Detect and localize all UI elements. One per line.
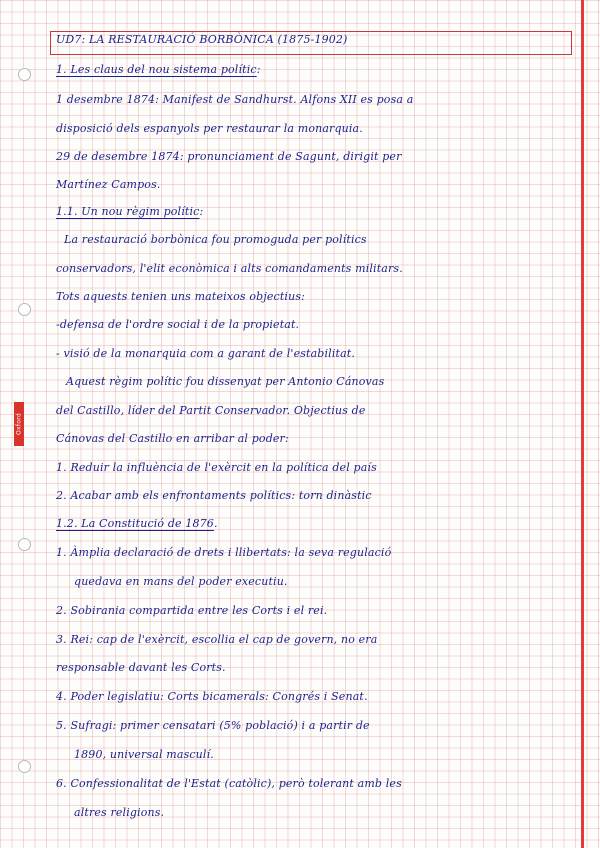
heading-1-1: 1.1. Un nou règim polític: xyxy=(56,205,204,218)
page-title: UD7: LA RESTAURACIÓ BORBÒNICA (1875-1902) xyxy=(56,33,348,46)
red-margin-line xyxy=(581,0,584,848)
text-line: 1890, universal masculí. xyxy=(74,748,214,761)
list-item: 1. Reduir la influència de l'exèrcit en la política del país xyxy=(56,461,377,474)
text-line: Martínez Campos. xyxy=(56,178,161,191)
text-line: altres religions. xyxy=(74,806,165,819)
binder-hole xyxy=(18,538,31,551)
heading-1-2: 1.2. La Constitució de 1876. xyxy=(56,517,218,530)
bullet-line: - visió de la monarquia com a garant de l'estabilitat. xyxy=(56,347,355,360)
list-item: 3. Rei: cap de l'exèrcit, escollia el cap de govern, no era xyxy=(56,633,378,646)
list-item: 5. Sufragi: primer censatari (5% població) i a partir de xyxy=(56,719,370,732)
text-line: del Castillo, líder del Partit Conservador. Objectius de xyxy=(56,404,366,417)
text-line: 29 de desembre 1874: pronunciament de Sagunt, dirigit per xyxy=(56,150,402,163)
binder-hole xyxy=(18,760,31,773)
binder-hole xyxy=(18,303,31,316)
notebook-brand-logo: Oxford xyxy=(14,402,24,446)
text-line: responsable davant les Corts. xyxy=(56,661,226,674)
heading-1: 1. Les claus del nou sistema polític: xyxy=(56,63,261,76)
text-line: La restauració borbònica fou promoguda per polítics xyxy=(64,233,367,246)
list-item: 6. Confessionalitat de l'Estat (catòlic), però tolerant amb les xyxy=(56,777,402,790)
list-item: 2. Acabar amb els enfrontaments polítics: torn dinàstic xyxy=(56,489,372,502)
text-line: Tots aquests tenien uns mateixos objectius: xyxy=(56,290,305,303)
bullet-line: -defensa de l'ordre social i de la propietat. xyxy=(56,318,300,331)
text-line: Cánovas del Castillo en arribar al poder: xyxy=(56,432,289,445)
text-line: quedava en mans del poder executiu. xyxy=(74,575,288,588)
binder-hole xyxy=(18,68,31,81)
list-item: 2. Sobirania compartida entre les Corts i el rei. xyxy=(56,604,328,617)
text-line: disposició dels espanyols per restaurar la monarquia. xyxy=(56,122,363,135)
text-line: 1 desembre 1874: Manifest de Sandhurst. Alfons XII es posa a xyxy=(56,93,414,106)
text-line: conservadors, l'elit econòmica i alts comandaments militars. xyxy=(56,262,403,275)
text-line: Aquest règim polític fou dissenyat per Antonio Cánovas xyxy=(66,375,385,388)
list-item: 4. Poder legislatiu: Corts bicamerals: Congrés i Senat. xyxy=(56,690,368,703)
list-item: 1. Àmplia declaració de drets i llibertats: la seva regulació xyxy=(56,546,392,559)
